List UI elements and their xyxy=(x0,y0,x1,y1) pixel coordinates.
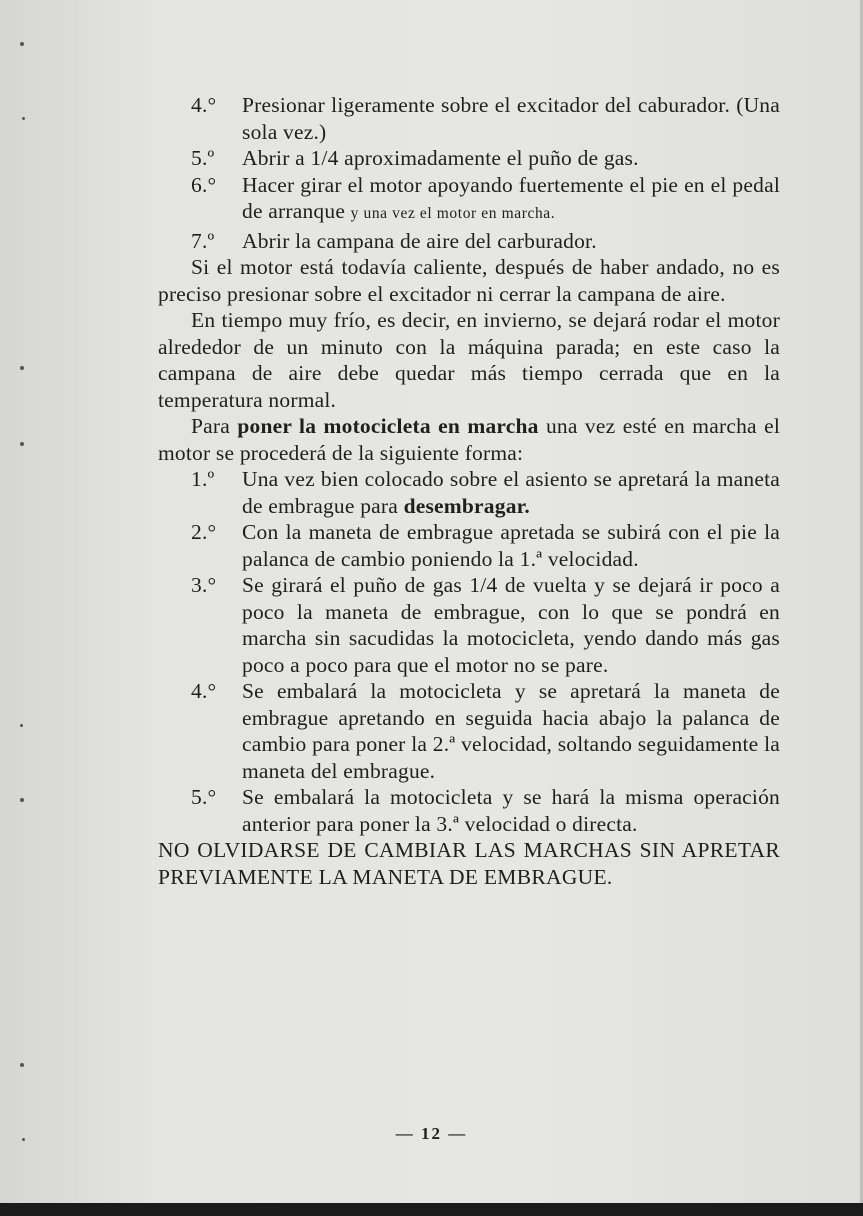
item-number: 1.º xyxy=(191,467,215,491)
paragraph-start-bold: poner la motocicleta en marcha xyxy=(237,414,539,438)
item-text: Se embalará la motocicleta y se apretará la maneta de embrague apretando en seguida hacia abajo la palanca de cambio para poner la 2.ª velocidad, soltando seguidamente la maneta del embrague. xyxy=(242,679,780,783)
margin-speck xyxy=(20,1063,24,1067)
list-item xyxy=(158,678,780,784)
list-item xyxy=(158,172,780,228)
paragraph-cold-weather: En tiempo muy frío, es decir, en invierno, se dejará rodar el motor alrededor de un minuto con la máquina parada; en este caso la campana de aire debe quedar más tiempo cerrada que en la temperatura normal. xyxy=(158,308,780,412)
paragraph-hot-engine: Si el motor está todavía caliente, después de haber andado, no es preciso presionar sobre el excitador ni cerrar la campana de aire. xyxy=(158,255,780,306)
item-number: 5.° xyxy=(191,785,217,809)
page-content xyxy=(158,92,780,890)
margin-speck xyxy=(20,724,23,727)
list-item xyxy=(158,519,780,572)
item-number: 5.º xyxy=(191,146,215,170)
margin-speck xyxy=(20,366,24,370)
margin-speck xyxy=(20,798,24,802)
item-text: Abrir la campana de aire del carburador. xyxy=(242,228,597,253)
paragraph-start-pre: Para xyxy=(191,414,231,438)
list-item xyxy=(158,466,780,519)
item-text xyxy=(242,466,780,519)
margin-speck xyxy=(22,117,25,120)
item-text-main: Hacer girar el motor apoyando fuertemente el pie en el pedal de arranque xyxy=(242,172,780,223)
item-text-main: Una vez bien colocado sobre el asiento se apretará la maneta de embrague para xyxy=(242,467,780,518)
paragraph-start-riding xyxy=(158,413,780,466)
list-item xyxy=(158,784,780,837)
item-text: Con la maneta de embrague apretada se subirá con el pie la palanca de cambio poniendo la 1.ª velocidad. xyxy=(242,520,780,571)
item-number: 6.° xyxy=(191,172,217,197)
margin-speck xyxy=(20,442,24,446)
item-number: 2.° xyxy=(191,520,217,544)
list-item xyxy=(158,145,780,172)
list-item xyxy=(158,228,780,255)
scan-bottom-edge xyxy=(0,1203,863,1216)
item-text: Presionar ligeramente sobre el excitador del caburador. (Una sola vez.) xyxy=(242,93,780,144)
item-text: Abrir a 1/4 aproximadamente el puño de gas. xyxy=(242,146,639,170)
item-text: Se embalará la motocicleta y se hará la misma operación anterior para poner la 3.ª velocidad o directa. xyxy=(242,785,780,836)
list-item xyxy=(158,572,780,678)
item-text xyxy=(242,172,780,228)
item-number: 3.° xyxy=(191,573,217,597)
item-text-bold: desembragar. xyxy=(403,493,530,518)
item-text-insert: y una vez el motor en marcha. xyxy=(350,205,556,222)
paragraph-start-post: una vez esté en marcha el motor se procederá de la siguiente forma: xyxy=(158,414,781,465)
warning-text: NO OLVIDARSE DE CAMBIAR LAS MARCHAS SIN APRETAR PREVIAMENTE LA MANETA DE EMBRAGUE. xyxy=(158,838,780,889)
margin-speck xyxy=(20,42,24,46)
item-number: 4.° xyxy=(191,93,217,117)
item-number: 7.º xyxy=(191,228,215,253)
item-text: Se girará el puño de gas 1/4 de vuelta y se dejará ir poco a poco la maneta de embrague, con lo que se pondrá en marcha sin sacudidas la motocicleta, yendo dando más gas poco a poco para que el motor no se pare. xyxy=(242,573,780,677)
list-item xyxy=(158,92,780,145)
page-number: — 12 — xyxy=(395,1124,468,1143)
item-number: 4.° xyxy=(191,679,217,703)
